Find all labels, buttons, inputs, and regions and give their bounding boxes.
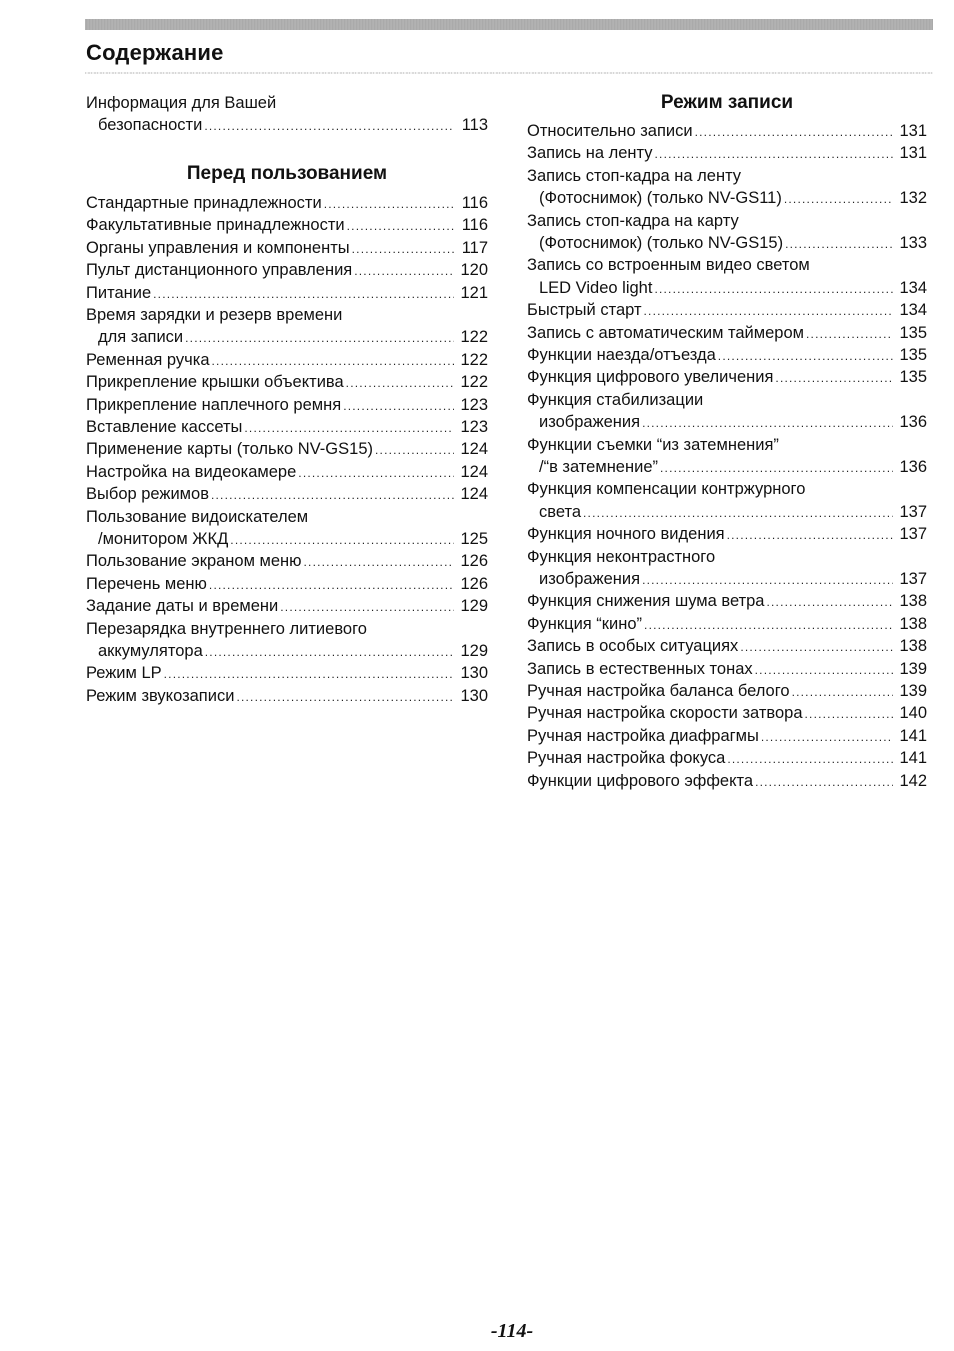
- toc-entry[interactable]: [86, 92, 488, 137]
- toc-entry[interactable]: [527, 523, 927, 545]
- toc-entry-page: 126: [460, 574, 488, 593]
- dot-leader: [755, 659, 893, 681]
- toc-entry-title: Факультативные принадлежности: [86, 216, 345, 235]
- toc-entry[interactable]: [527, 702, 927, 724]
- dot-leader: [784, 188, 893, 210]
- toc-entry[interactable]: [86, 282, 488, 304]
- toc-entry-page: 125: [460, 529, 488, 548]
- toc-entry-page: 141: [899, 726, 927, 745]
- toc-entry[interactable]: [86, 349, 488, 371]
- toc-entry-page: 142: [899, 771, 927, 790]
- toc-entry[interactable]: [86, 394, 488, 416]
- toc-entry-page: 129: [460, 641, 488, 660]
- toc-entry[interactable]: [527, 120, 927, 142]
- toc-entry[interactable]: [527, 254, 927, 299]
- toc-entry-page: 124: [460, 440, 488, 459]
- toc-entry-title: Функция ночного видения: [527, 525, 725, 544]
- toc-entry-title: Органы управления и компоненты: [86, 238, 350, 257]
- toc-entry[interactable]: [527, 299, 927, 321]
- page-title: Содержание: [86, 40, 224, 65]
- toc-entry-page: 122: [460, 373, 488, 392]
- dot-leader: [298, 462, 454, 484]
- toc-entry-title: аккумулятора: [98, 641, 203, 660]
- dot-leader: [727, 748, 893, 770]
- toc-entry-page: 138: [899, 614, 927, 633]
- toc-entry-title: Функция цифрового увеличения: [527, 368, 774, 387]
- toc-entry-page: 117: [461, 238, 488, 257]
- toc-entry-title: Ременная ручка: [86, 350, 210, 369]
- toc-entry-title: Задание даты и времени: [86, 597, 279, 616]
- toc-entry-title: Режим LP: [86, 664, 162, 683]
- toc-entry-title: LED Video light: [539, 278, 653, 297]
- toc-entry[interactable]: [527, 142, 927, 164]
- toc-entry[interactable]: [527, 590, 927, 612]
- toc-entry[interactable]: [86, 192, 488, 214]
- dot-leader: [324, 193, 454, 215]
- toc-entry-page: 137: [899, 525, 927, 544]
- toc-entry-page: 135: [899, 323, 927, 342]
- dot-leader: [236, 686, 454, 708]
- toc-entry[interactable]: [527, 747, 927, 769]
- toc-entry-title: Перезарядка внутреннего литиевого: [86, 619, 367, 638]
- toc-entry-page: 139: [899, 659, 927, 678]
- toc-entry-title: изображения: [539, 569, 641, 588]
- toc-entry-page: 132: [899, 189, 927, 208]
- toc-entry[interactable]: [86, 259, 488, 281]
- dot-leader: [153, 283, 454, 305]
- toc-entry[interactable]: [527, 366, 927, 388]
- toc-entry-title: /монитором ЖКД: [98, 529, 229, 548]
- toc-entry-page: 130: [460, 664, 488, 683]
- dot-leader: [695, 121, 893, 143]
- toc-entry[interactable]: [527, 434, 927, 479]
- toc-entry-title: Применение карты (только NV-GS15): [86, 440, 373, 459]
- toc-entry-page: 138: [899, 592, 927, 611]
- toc-entry-title: Пульт дистанционного управления: [86, 261, 353, 280]
- dot-leader: [644, 300, 893, 322]
- dot-leader: [343, 395, 454, 417]
- toc-entry-page: 123: [460, 395, 488, 414]
- toc-entry[interactable]: [86, 438, 488, 460]
- dot-leader: [244, 417, 454, 439]
- dot-leader: [805, 703, 893, 725]
- toc-entry[interactable]: [86, 573, 488, 595]
- toc-entry[interactable]: [527, 613, 927, 635]
- toc-entry-title: Ручная настройка фокуса: [527, 749, 726, 768]
- toc-entry-title: Ручная настройка диафрагмы: [527, 726, 759, 745]
- toc-entry-page: 139: [899, 682, 927, 700]
- toc-entry-title: Выбор режимов: [86, 485, 209, 504]
- toc-entry-title: Вставление кассеты: [86, 418, 243, 436]
- toc-entry-page: 134: [899, 301, 927, 320]
- toc-entry[interactable]: [86, 214, 488, 236]
- dot-leader: [740, 636, 893, 658]
- toc-entry-title: (Фотоснимок) (только NV-GS15): [539, 233, 784, 252]
- dot-leader: [375, 439, 454, 461]
- toc-entry-title: Запись с автоматическим таймером: [527, 323, 804, 342]
- toc-entry[interactable]: [86, 416, 488, 438]
- dot-leader: [727, 524, 893, 546]
- toc-entry[interactable]: [527, 658, 927, 680]
- dot-leader: [642, 569, 893, 591]
- dot-leader: [785, 233, 893, 255]
- toc-entry[interactable]: [527, 389, 927, 434]
- toc-entry-title: Запись в естественных тонах: [527, 659, 753, 678]
- toc-entry-title: Ручная настройка скорости затвора: [527, 704, 803, 723]
- toc-entry-title: Запись в особых ситуациях: [527, 637, 739, 656]
- dot-leader: [755, 771, 893, 793]
- toc-entry-title: /“в затемнение”: [539, 457, 658, 476]
- dot-leader: [806, 323, 893, 345]
- toc-entry-title: Режим звукозаписи: [86, 686, 235, 705]
- dot-leader: [654, 278, 893, 300]
- toc-entry[interactable]: [527, 770, 927, 792]
- toc-entry-page: 138: [899, 637, 927, 656]
- toc-entry-title: Быстрый старт: [527, 301, 642, 320]
- toc-entry-page: 116: [461, 194, 488, 212]
- toc-entry-title: света: [539, 502, 582, 521]
- toc-entry[interactable]: [86, 595, 488, 617]
- toc-entry-page: 124: [460, 485, 488, 504]
- toc-entry-title: Функция “кино”: [527, 614, 643, 633]
- toc-entry-title: Функции цифрового эффекта: [527, 771, 754, 790]
- toc-entry-page: 124: [460, 462, 488, 481]
- toc-entry[interactable]: [86, 685, 488, 707]
- toc-entry-page: 121: [460, 283, 488, 302]
- dot-leader: [164, 663, 454, 685]
- toc-entry-title: Функция неконтрастного: [527, 547, 716, 566]
- toc-entry-title: Запись со встроенным видео светом: [527, 256, 810, 275]
- toc-entry[interactable]: [527, 546, 927, 591]
- toc-entry-title: Пользование видоискателем: [86, 507, 309, 526]
- toc-entry[interactable]: [86, 662, 488, 684]
- toc-entry[interactable]: [527, 680, 927, 702]
- dot-leader: [655, 143, 893, 165]
- toc-entry-title: изображения: [539, 413, 641, 432]
- toc-entry-title: безопасности: [98, 116, 203, 135]
- dot-leader: [761, 726, 893, 748]
- toc-entry-page: 135: [899, 368, 927, 387]
- section-heading: Перед пользованием: [186, 163, 388, 184]
- section-heading: Режим записи: [660, 92, 794, 113]
- dot-leader: [304, 551, 454, 573]
- toc-entry-title: Запись на ленту: [527, 144, 653, 163]
- toc-entry-title: Запись стоп-кадра на карту: [527, 211, 739, 230]
- toc-entry-page: 135: [899, 346, 927, 364]
- toc-entry[interactable]: [86, 618, 488, 663]
- toc-entry[interactable]: [86, 461, 488, 483]
- toc-entry[interactable]: [527, 210, 927, 255]
- toc-entry-title: Настройка на видеокамере: [86, 462, 297, 481]
- dot-leader: [766, 591, 893, 613]
- toc-entry-page: 130: [460, 686, 488, 705]
- toc-entry-page: 140: [899, 704, 927, 723]
- toc-entry-title: (Фотоснимок) (только NV-GS11): [539, 189, 782, 208]
- toc-entry-title: Перечень меню: [86, 574, 207, 593]
- toc-entry[interactable]: [86, 237, 488, 259]
- toc-entry-page: 137: [899, 502, 927, 521]
- dot-leader: [280, 596, 454, 618]
- toc-entry-page: 122: [460, 328, 488, 347]
- toc-entry-page: 116: [461, 216, 488, 235]
- title-divider: [85, 72, 933, 74]
- dot-leader: [209, 574, 454, 596]
- dot-leader: [205, 641, 454, 663]
- dot-leader: [775, 367, 893, 389]
- dot-leader: [644, 614, 893, 636]
- dot-leader: [230, 529, 454, 551]
- toc-entry-title: Ручная настройка баланса белого: [527, 682, 790, 700]
- toc-entry-title: Стандартные принадлежности: [86, 194, 322, 212]
- dot-leader: [660, 457, 893, 479]
- toc-entry-page: 134: [899, 278, 927, 297]
- toc-entry-title: Питание: [86, 283, 152, 302]
- toc-entry-title: Прикрепление наплечного ремня: [86, 395, 342, 414]
- toc-entry-page: 120: [460, 261, 488, 280]
- toc-entry-title: для записи: [98, 328, 184, 347]
- dot-leader: [792, 681, 893, 703]
- dot-leader: [347, 215, 454, 237]
- dot-leader: [185, 327, 454, 349]
- toc-entry-title: Относительно записи: [527, 122, 693, 140]
- toc-entry[interactable]: [86, 371, 488, 393]
- dot-leader: [718, 345, 893, 367]
- header-band: [85, 19, 933, 30]
- dot-leader: [354, 260, 454, 282]
- toc-entry[interactable]: [527, 635, 927, 657]
- dot-leader: [211, 484, 454, 506]
- toc-entry-title: Пользование экраном меню: [86, 552, 302, 571]
- toc-entry-title: Информация для Вашей: [86, 94, 277, 112]
- dot-leader: [346, 372, 454, 394]
- dot-leader: [212, 350, 455, 372]
- dot-leader: [352, 238, 454, 260]
- toc-entry-page: 131: [899, 122, 927, 140]
- dot-leader: [204, 115, 454, 137]
- dot-leader: [642, 412, 893, 434]
- toc-entry-page: 126: [460, 552, 488, 571]
- toc-entry-page: 137: [899, 569, 927, 588]
- toc-entry-page: 131: [899, 144, 927, 163]
- toc-entry[interactable]: [86, 483, 488, 505]
- toc-entry-page: 113: [461, 116, 488, 135]
- toc-entry-title: Время зарядки и резерв времени: [86, 306, 343, 324]
- toc-entry-title: Функция стабилизации: [527, 390, 704, 409]
- dot-leader: [583, 502, 893, 524]
- toc-entry[interactable]: [86, 506, 488, 551]
- toc-entry[interactable]: [527, 344, 927, 366]
- toc-entry[interactable]: [527, 322, 927, 344]
- toc-entry-title: Функции съемки “из затемнения”: [527, 435, 779, 454]
- toc-entry[interactable]: [527, 725, 927, 747]
- toc-entry-title: Прикрепление крышки объектива: [86, 373, 344, 392]
- toc-entry-page: 136: [899, 457, 927, 476]
- toc-entry-page: 122: [460, 350, 488, 369]
- toc-entry-page: 133: [899, 233, 927, 252]
- toc-entry-title: Запись стоп-кадра на ленту: [527, 166, 742, 185]
- toc-entry[interactable]: [86, 550, 488, 572]
- toc-entry-title: Функции наезда/отъезда: [527, 346, 716, 364]
- toc-entry-title: Функция снижения шума ветра: [527, 592, 765, 611]
- toc-entry-page: 141: [899, 749, 927, 768]
- toc-entry[interactable]: [527, 165, 927, 210]
- toc-entry[interactable]: [527, 478, 927, 523]
- toc-entry[interactable]: [86, 304, 488, 349]
- toc-entry-page: 129: [460, 597, 488, 616]
- toc-entry-title: Функция компенсации контржурного: [527, 480, 806, 499]
- toc-entry-page: 123: [460, 418, 488, 436]
- page-number: -114-: [490, 1320, 534, 1342]
- toc-entry-page: 136: [899, 413, 927, 432]
